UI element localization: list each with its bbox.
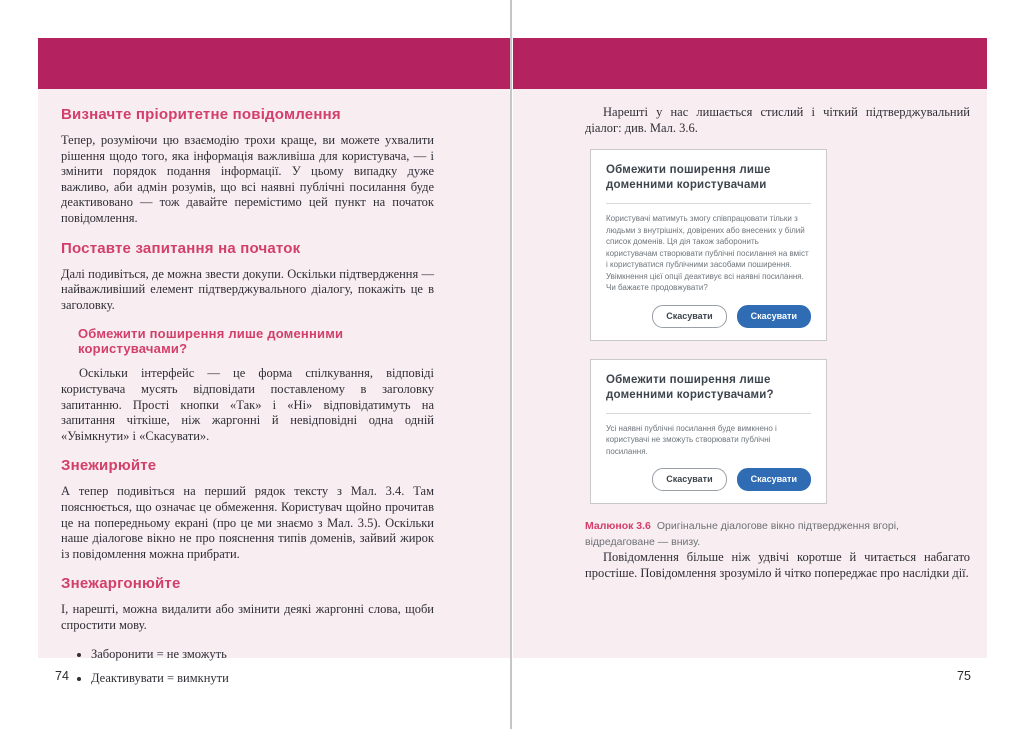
confirmation-dialog-edited <box>590 359 827 505</box>
paragraph: Нарешті у нас лишається стислий і чіткий підтверджувальний діалог: див. Мал. 3.6. <box>585 105 970 135</box>
figure-caption-text: Оригінальне діалогове вікно підтвердження вгорі, відредаговане — внизу. <box>585 520 899 549</box>
dialog-divider <box>606 203 811 204</box>
figure-caption <box>585 518 935 550</box>
page-number-left: 74 <box>55 669 69 683</box>
page-right-content <box>513 89 987 658</box>
dialog-body-text: Користувачі матимуть змогу співпрацювати тільки з людьми з внутрішніх, довірених або внесених у білий список доменів. Ця дія також заборонить користувачам створювати публічні посилання на вміст і користуватися публічними засобами поширення. Увімкнення цієї опції деактивує всі наявні посилання. Чи бажаєте продовжувати? <box>606 214 809 293</box>
paragraph: Тепер, розуміючи цю взаємодію трохи краще, ви можете ухвалити рішення щодо того, яка інформація важливіша для користувача, — і змінити порядок подання інформації. У цьому випадку дуже важливо, аби адмін розумів, що всі наявні публічні посилання буде деактивовано — тож давайте перемістимо цей пункт на початок повідомлення. <box>61 133 434 225</box>
dialog-divider <box>606 413 811 414</box>
dialog-button-row <box>606 468 811 491</box>
confirmation-dialog-original <box>590 149 827 341</box>
confirm-button[interactable]: Скасувати <box>737 305 811 328</box>
book-spine-divider <box>510 0 512 729</box>
dialog-button-row <box>606 305 811 328</box>
chapter-color-band-left <box>38 38 510 89</box>
figure-caption-label: Малюнок 3.6 <box>585 520 651 533</box>
list-item: • Заборонити = не зможуть <box>91 647 434 662</box>
paragraph: І, нарешті, можна видалити або змінити деякі жаргонні слова, щоби спростити мову. <box>61 602 434 632</box>
cancel-button[interactable]: Скасувати <box>652 305 726 328</box>
confirm-button[interactable]: Скасувати <box>737 468 811 491</box>
dialog-title: Обмежити поширення лише доменними користувачами? <box>606 373 774 401</box>
paragraph: Далі подивіться, де можна звести докупи. Оскільки підтвердження — найважливіший елемент підтверджувального діалогу, покажіть це в заголовку. <box>61 266 434 312</box>
word-swap-list <box>61 647 434 686</box>
page-number-right: 75 <box>957 669 971 683</box>
paragraph: Повідомлення більше ніж удвічі коротше й читається набагато простіше. Повідомлення зрозуміло й чітко попереджає про наслідки дії. <box>585 550 970 580</box>
section-heading-defat: Знежирюйте <box>61 457 157 475</box>
paragraph: А тепер подивіться на перший рядок тексту з Мал. 3.4. Там пояснюється, що означає це обмеження. Користувач щойно прочитав це на попередньому екрані (про це ми знаємо з Мал. 3.5). Оскільки наше діалогове вікно не про пояснення типів доменів, зайвий жирок із повідомлення можна прибрати. <box>61 484 434 561</box>
paragraph: Оскільки інтерфейс — це форма спілкування, відповіді користувача мусять відповідати поставленому в заголовку запитанню. Прості кнопки «Так» і «Ні» відповідатимуть на запитання чіткіше, ніж жаргонні й невідповідні одна одній «Увімкнути» і «Скасувати». <box>61 366 434 443</box>
dialog-title: Обмежити поширення лише доменними користувачами <box>606 164 771 192</box>
section-heading-prioritize: Визначте пріоритетне повідомлення <box>61 106 341 123</box>
cancel-button[interactable]: Скасувати <box>652 468 726 491</box>
example-question-line: Обмежити поширення лише доменними користувачами? <box>78 326 344 357</box>
section-heading-question-first: Поставте запитання на початок <box>61 239 301 257</box>
section-heading-dejargon: Знежаргонюйте <box>61 575 181 593</box>
dialog-body-text: Усі наявні публічні посилання буде вимкнено і користувачі не зможуть створювати публічні посилання. <box>606 423 777 456</box>
list-item: • Деактивувати = вимкнути <box>91 671 434 686</box>
page-right <box>513 38 987 658</box>
chapter-color-band-right <box>513 38 987 89</box>
